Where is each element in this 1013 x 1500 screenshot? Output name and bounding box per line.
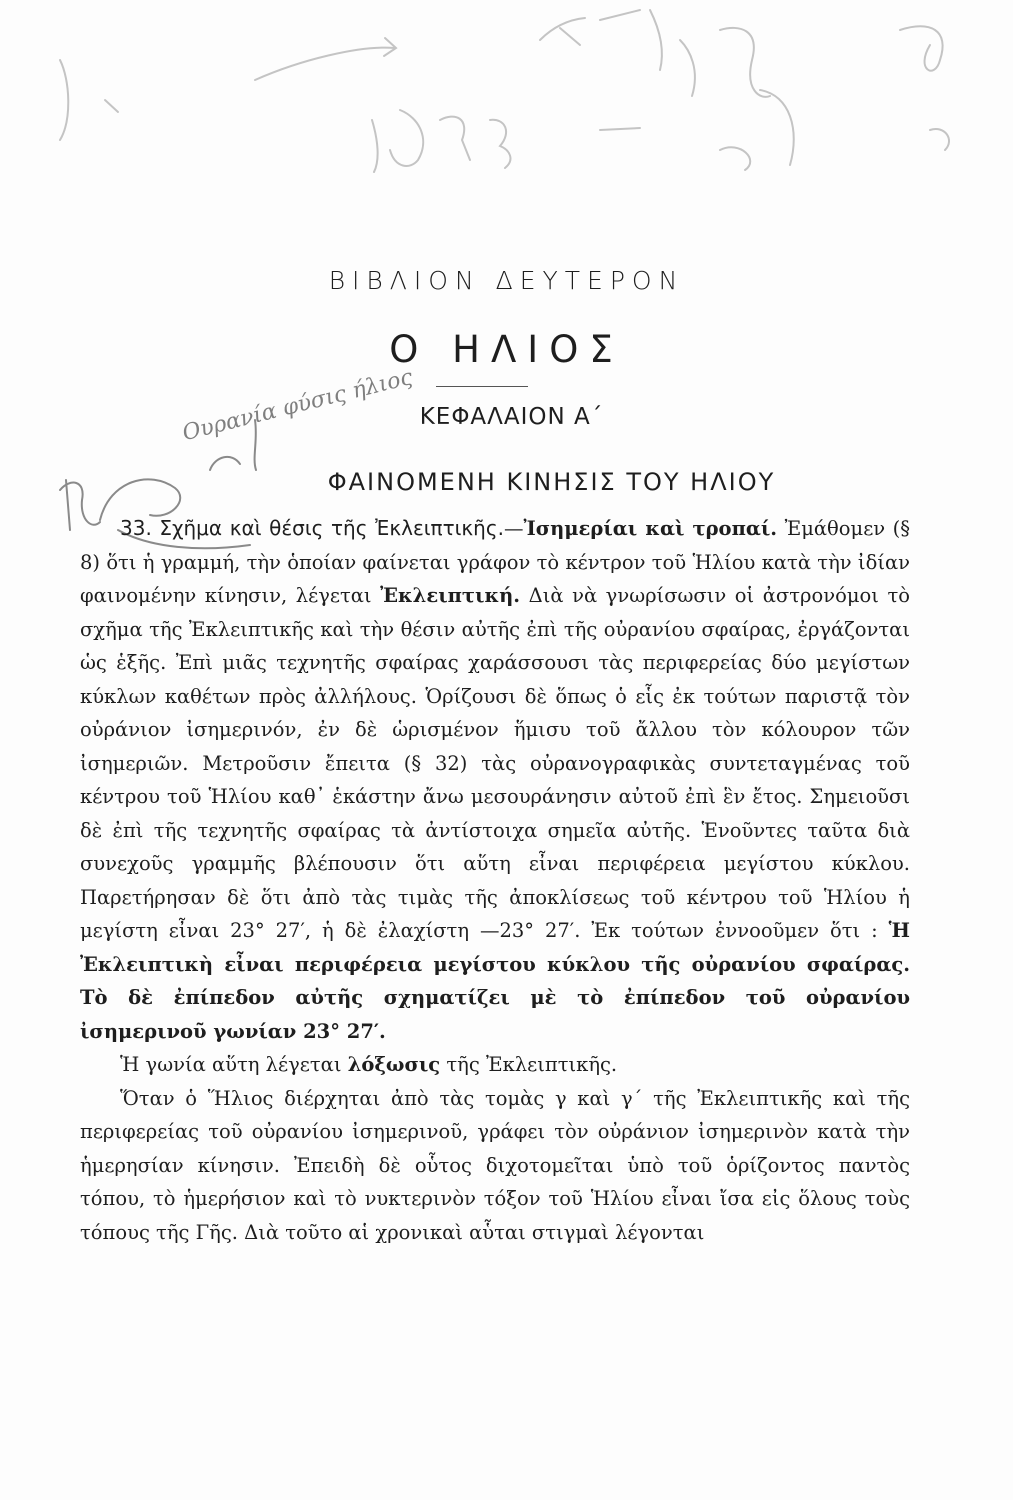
paragraph-3: Ὅταν ὁ Ἥλιος διέρχηται ἀπὸ τὰς τομὰς γ καὶ γ΄ τῆς Ἐκλειπτικῆς καὶ τῆς περιφερείας τοῦ οὐρανίου ἰσημερινοῦ, γράφει τὸν οὐράνιον ἰσημερινὸν κατὰ τὴν ἡμερησίαν κίνησιν. Ἐπειδὴ δὲ οὗτος διχοτομεῖται ὑπὸ τοῦ ὁρίζοντος παντὸς τόπου, τὸ ἡμερήσιον καὶ τὸ νυκτερινὸν τόξον τοῦ Ἡλίου εἶναι ἴσα εἰς ὅλους τοὺς τόπους τῆς Γῆς. Διὰ τοῦτο αἱ χρονικαὶ αὗται στιγμαὶ λέγονται — [80, 1086, 910, 1244]
term-ekleiptiki: Ἐκλειπτική. — [380, 584, 521, 607]
chapter-number: ΚΕΦΑΛΑΙΟΝ Α΄ — [419, 404, 604, 430]
margin-handwriting: Ουρανία φύσις ήλιος — [180, 364, 416, 447]
section-heading: Σχῆμα καὶ θέσις τῆς Ἐκλειπτικῆς. — [159, 516, 504, 540]
section-number: 33. — [120, 516, 152, 540]
key-statement: Ἡ Ἐκλειπτικὴ εἶναι περιφέρεια μεγίστου κύκλου τῆς οὐρανίου σφαίρας. Τὸ δὲ ἐπίπεδον αὐτῆς σχηματίζει μὲ τὸ ἐπίπεδον τοῦ οὐρανίου ἰσημερινοῦ γωνίαν 23° 27′. — [80, 919, 910, 1043]
section-dash: — — [503, 517, 524, 540]
chapter-title: ΦΑΙΝΟΜΕΝΗ ΚΙΝΗΣΙΣ ΤΟΥ ΗΛΙΟΥ — [327, 468, 776, 496]
paragraph-2-text-a: Ἡ γωνία αὕτη λέγεται — [120, 1053, 348, 1076]
title-divider — [436, 386, 528, 387]
paragraph-1 — [80, 512, 910, 1048]
term-loxosis: λόξωσις — [347, 1053, 441, 1076]
paragraph-2-text-b: τῆς Ἐκλειπτικῆς. — [440, 1053, 618, 1076]
page-title: Ο ΗΛΙΟΣ — [389, 328, 624, 371]
main-text — [80, 512, 910, 1249]
section-heading-bold: Ἰσημερίαι καὶ τροπαί. — [523, 517, 778, 540]
paragraph-1-text-a: Ἐμάθομεν (§ 8) ὅτι ἡ γραμμή, τὴν ὁποίαν φαίνεται γράφον τὸ κέντρον τοῦ Ἡλίου κατὰ τὴν ἰδίαν φαινομένην κίνησιν, λέγεται — [80, 517, 911, 607]
book-heading: ΒΙΒΛΙΟΝ ΔΕΥΤΕΡΟΝ — [328, 266, 685, 295]
paragraph-1-text-b: Διὰ νὰ γνωρίσωσιν οἱ ἀστρονόμοι τὸ σχῆμα τῆς Ἐκλειπτικῆς καὶ τὴν θέσιν αὐτῆς ἐπὶ τῆς οὐρανίου σφαίρας, ἐργάζονται ὡς ἑξῆς. Ἐπὶ μιᾶς τεχνητῆς σφαίρας χαράσσουσι τὰς περιφερείας δύο μεγίστων κύκλων καθέτων πρὸς ἀλλήλους. Ὁρίζουσι δὲ ὅπως ὁ εἷς ἐκ τούτων παριστᾷ τὸν οὐράνιον ἰσημερινόν, ἐν δὲ ὡρισμένον ἥμισυ τοῦ ἄλλου τὸν κόλουρον τῶν ἰσημεριῶν. Μετροῦσιν ἔπειτα (§ 32) τὰς οὐρανογραφικὰς συντεταγμένας τοῦ κέντρου τοῦ Ἡλίου καθ᾽ ἑκάστην ἄνω μεσουράνησιν αὐτοῦ ἐπὶ ἓν ἔτος. Σημειοῦσι δὲ ἐπὶ τῆς τεχνητῆς σφαίρας τὰ ἀντίστοιχα σημεῖα αὐτῆς. Ἑνοῦντες ταῦτα διὰ συνεχοῦς γραμμῆς βλέπουσιν ὅτι αὕτη εἶναι περιφέρεια μεγίστου κύκλου. Παρετήρησαν δὲ ὅτι ἀπὸ τὰς τιμὰς τῆς ἀποκλίσεως τοῦ κέντρου τοῦ Ἡλίου ἡ μεγίστη εἶναι 23° 27′, ἡ δὲ ἐλαχίστη —23° 27′. Ἐκ τούτων ἐννοοῦμεν ὅτι : — [80, 584, 910, 942]
paragraph-2 — [80, 1048, 910, 1082]
